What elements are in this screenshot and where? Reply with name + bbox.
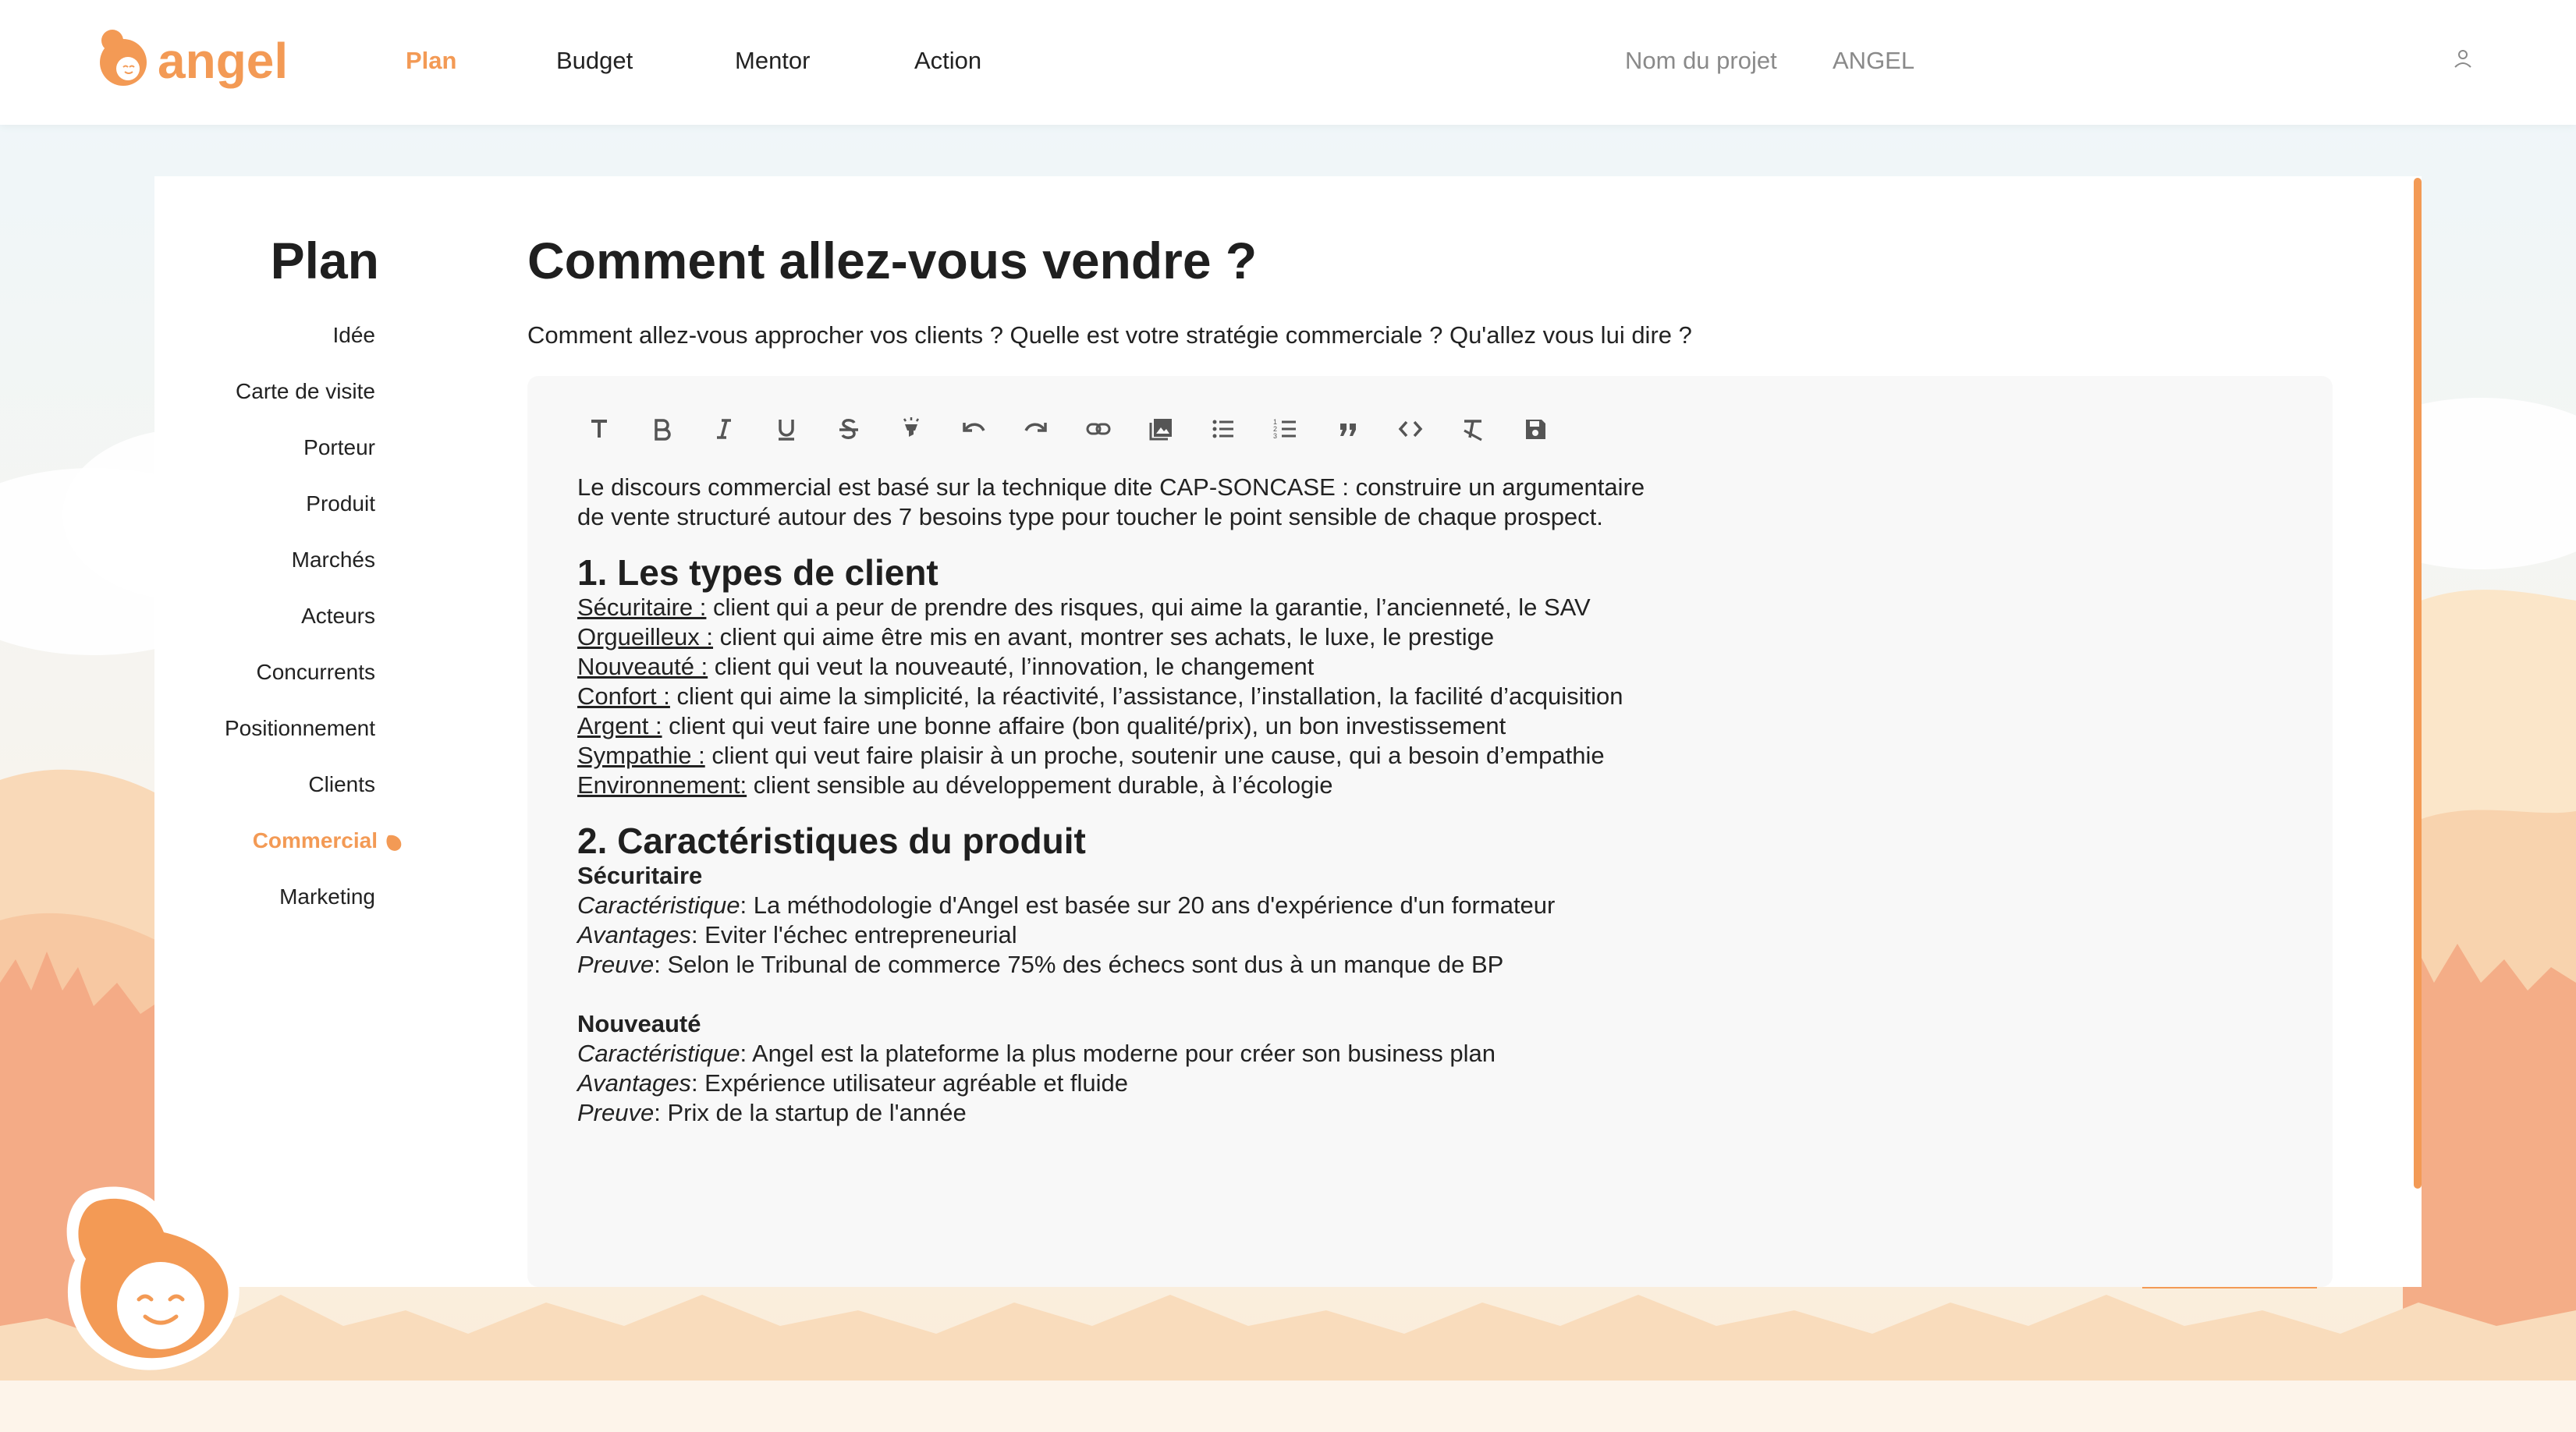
redo-icon[interactable] <box>1005 407 1067 451</box>
heading-client-types: 1. Les types de client <box>577 552 939 593</box>
editor-toolbar <box>568 407 1567 451</box>
advantage-line: Avantages: Eviter l'échec entrepreneurial <box>577 921 1017 948</box>
nav-action[interactable]: Action <box>914 47 982 74</box>
svg-text:3: 3 <box>1273 432 1278 440</box>
undo-icon[interactable] <box>942 407 1005 451</box>
sidebar-item-produit[interactable]: Produit <box>306 491 375 516</box>
link-icon[interactable] <box>1067 407 1130 451</box>
project-label: Nom du projet <box>1625 47 1777 74</box>
svg-text:2: 2 <box>1273 425 1278 433</box>
underline-icon[interactable] <box>755 407 818 451</box>
feature-line: Caractéristique: La méthodologie d'Angel est basée sur 20 ans d'expérience d'un formateur <box>577 891 1556 919</box>
bold-icon[interactable] <box>630 407 693 451</box>
rich-text-editor[interactable] <box>527 376 2333 1287</box>
text-icon[interactable] <box>568 407 630 451</box>
main-content <box>527 176 2337 1287</box>
strikethrough-icon[interactable] <box>818 407 880 451</box>
active-drop-icon <box>384 832 404 852</box>
page-title: Comment allez-vous vendre ? <box>527 232 1258 289</box>
proof-line: Preuve: Prix de la startup de l'année <box>577 1099 967 1126</box>
intro-line-1: Le discours commercial est basé sur la technique dite CAP-SONCASE : construire un argumentaire <box>577 473 1645 501</box>
ordered-list-icon[interactable] <box>1254 407 1317 451</box>
block-title: Sécuritaire <box>577 862 703 889</box>
highlight-icon[interactable] <box>880 407 942 451</box>
client-type-line: Sécuritaire : client qui a peur de prendre des risques, qui aime la garantie, l’ancienneté, le SAV <box>577 594 1591 621</box>
sidebar-item-porteur[interactable]: Porteur <box>303 435 375 459</box>
sidebar-item-commercial[interactable] <box>253 828 404 853</box>
sidebar-item-carte-de-visite[interactable]: Carte de visite <box>236 379 375 403</box>
sidebar-item-acteurs[interactable]: Acteurs <box>301 604 375 628</box>
save-icon[interactable] <box>1504 407 1567 451</box>
nav-budget[interactable]: Budget <box>556 47 633 74</box>
sidebar-title: Plan <box>270 232 379 289</box>
sidebar-item-positionnement[interactable]: Positionnement <box>224 716 375 740</box>
sidebar-item-marketing[interactable]: Marketing <box>279 884 375 909</box>
project-name[interactable]: ANGEL <box>1833 47 1915 74</box>
heading-product-features: 2. Caractéristiques du produit <box>577 821 1086 861</box>
mascot-assistant-icon[interactable] <box>51 1167 254 1385</box>
advantage-line: Avantages: Expérience utilisateur agréable et fluide <box>577 1069 1128 1097</box>
editor-document[interactable] <box>577 473 1708 1128</box>
sidebar-item-concurrents[interactable]: Concurrents <box>256 660 375 684</box>
feature-line: Caractéristique: Angel est la plateforme la plus moderne pour créer son business plan <box>577 1040 1496 1067</box>
block-title: Nouveauté <box>577 1010 701 1037</box>
sidebar-item-label: Commercial <box>252 828 378 852</box>
image-icon[interactable] <box>1130 407 1192 451</box>
client-type-line: Sympathie : client qui veut faire plaisir à un proche, soutenir une cause, qui a besoin d’empathie <box>577 742 1605 769</box>
code-icon[interactable] <box>1379 407 1442 451</box>
client-type-line: Nouveauté : client qui veut la nouveauté, l’innovation, le changement <box>577 653 1315 680</box>
sidebar-item-marches[interactable]: Marchés <box>291 548 375 572</box>
nav-plan[interactable]: Plan <box>406 47 457 74</box>
client-type-line: Environnement: client sensible au développement durable, à l’écologie <box>577 771 1333 799</box>
svg-text:1: 1 <box>1273 418 1278 426</box>
clear-format-icon[interactable] <box>1442 407 1504 451</box>
intro-line-2: de vente structuré autour des 7 besoins type pour toucher le point sensible de chaque prospect. <box>577 503 1603 530</box>
proof-line: Preuve: Selon le Tribunal de commerce 75% des échecs sont dus à un manque de BP <box>577 951 1504 978</box>
sidebar-item-idee[interactable]: Idée <box>332 323 375 347</box>
angel-logo[interactable] <box>92 22 318 100</box>
quote-icon[interactable] <box>1317 407 1379 451</box>
italic-icon[interactable] <box>693 407 755 451</box>
bullet-list-icon[interactable] <box>1192 407 1254 451</box>
top-navigation-bar <box>0 0 2576 125</box>
nav-mentor[interactable]: Mentor <box>735 47 811 74</box>
card-scrollbar[interactable] <box>2414 178 2422 1189</box>
sidebar-item-clients[interactable]: Clients <box>308 772 375 796</box>
client-type-line: Argent : client qui veut faire une bonne affaire (bon qualité/prix), un bon investissement <box>577 712 1506 739</box>
page-subtitle: Comment allez-vous approcher vos clients ? Quelle est votre stratégie commerciale ? Qu'allez vous lui dire ? <box>527 321 1692 349</box>
plan-sidebar <box>154 176 445 1287</box>
svg-text:angel: angel <box>158 33 289 89</box>
client-type-line: Confort : client qui aime la simplicité, la réactivité, l’assistance, l’installation, la facilité d’acquisition <box>577 682 1623 710</box>
user-icon[interactable] <box>2453 48 2473 69</box>
spacer <box>577 980 1708 1009</box>
client-type-line: Orgueilleux : client qui aime être mis en avant, montrer ses achats, le luxe, le prestige <box>577 623 1495 650</box>
